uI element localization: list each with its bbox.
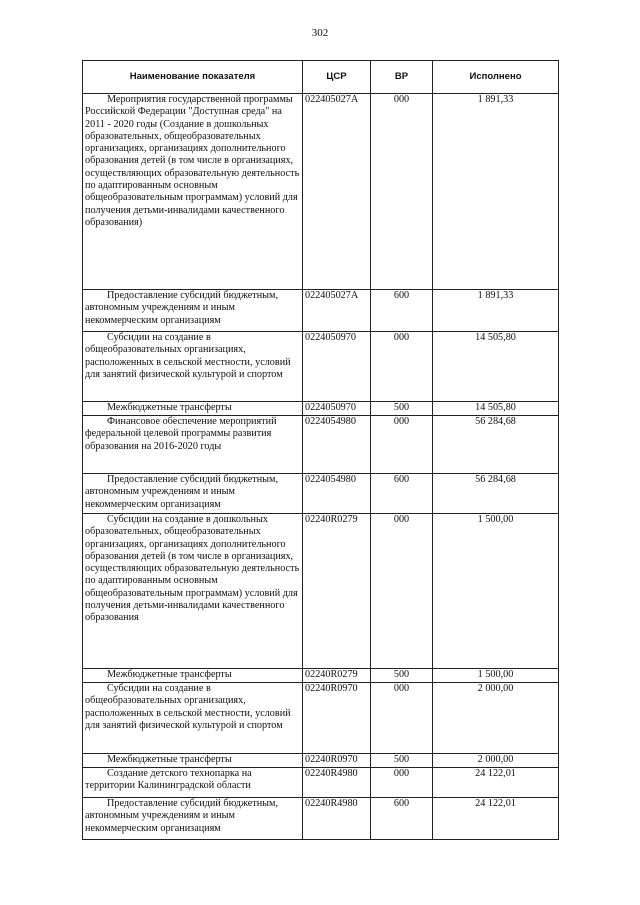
row-name: Предоставление субсидий бюджетным, автономным учреждениям и иным некоммерческим организациям xyxy=(83,290,303,332)
table-row xyxy=(83,754,559,768)
row-vr: 500 xyxy=(371,754,433,768)
table-row xyxy=(83,768,559,798)
row-name: Создание детского технопарка на территории Калининградской области xyxy=(83,768,303,798)
row-csr: 0224050970 xyxy=(303,332,371,402)
row-executed: 24 122,01 xyxy=(433,798,559,840)
header-csr: ЦСР xyxy=(303,61,371,94)
table-row xyxy=(83,683,559,754)
row-executed: 2 000,00 xyxy=(433,754,559,768)
table-row xyxy=(83,332,559,402)
table-row xyxy=(83,798,559,840)
row-vr: 000 xyxy=(371,514,433,669)
header-name: Наименование показателя xyxy=(83,61,303,94)
row-csr: 0224054980 xyxy=(303,416,371,474)
row-csr: 022405027А xyxy=(303,290,371,332)
row-csr: 0224050970 xyxy=(303,402,371,416)
row-csr: 02240R4980 xyxy=(303,768,371,798)
row-executed: 2 000,00 xyxy=(433,683,559,754)
row-name: Предоставление субсидий бюджетным, автономным учреждениям и иным некоммерческим организациям xyxy=(83,474,303,514)
row-name: Финансовое обеспечение мероприятий федеральной целевой программы развития образования на 2016-2020 годы xyxy=(83,416,303,474)
row-csr: 0224054980 xyxy=(303,474,371,514)
row-vr: 600 xyxy=(371,474,433,514)
row-vr: 000 xyxy=(371,332,433,402)
row-executed: 56 284,68 xyxy=(433,474,559,514)
row-name: Межбюджетные трансферты xyxy=(83,669,303,683)
table-row xyxy=(83,514,559,669)
row-csr: 02240R0279 xyxy=(303,514,371,669)
row-name: Межбюджетные трансферты xyxy=(83,402,303,416)
row-csr: 02240R4980 xyxy=(303,798,371,840)
row-name: Мероприятия государственной программы Российской Федерации "Доступная среда" на 2011 - 2020 годы (Создание в дошкольных образовательных, общеобразовательных организациях, организациях дополнительного образования детей (в том числе в организациях, осуществляющих образовательную деятельность по адаптированным основным общеобразовательным программам) условий для получения детьми-инвалидами качественного образования) xyxy=(83,94,303,290)
row-vr: 000 xyxy=(371,416,433,474)
row-executed: 56 284,68 xyxy=(433,416,559,474)
row-vr: 000 xyxy=(371,94,433,290)
row-name: Субсидии на создание в общеобразовательных организациях, расположенных в сельской местности, условий для занятий физической культурой и спортом xyxy=(83,683,303,754)
row-name: Предоставление субсидий бюджетным, автономным учреждениям и иным некоммерческим организациям xyxy=(83,798,303,840)
table-row xyxy=(83,474,559,514)
row-executed: 14 505,80 xyxy=(433,332,559,402)
row-executed: 1 500,00 xyxy=(433,669,559,683)
row-vr: 600 xyxy=(371,290,433,332)
budget-table xyxy=(82,60,559,840)
row-executed: 1 500,00 xyxy=(433,514,559,669)
row-name: Межбюджетные трансферты xyxy=(83,754,303,768)
row-name: Субсидии на создание в дошкольных образовательных, общеобразовательных организациях, организациях дополнительного образования детей (в том числе в организациях, осуществляющих образовательную деятельность по адаптированным основным общеобразовательным программам) условий для получения детьми-инвалидами качественного образования xyxy=(83,514,303,669)
table-row xyxy=(83,94,559,290)
row-csr: 02240R0970 xyxy=(303,754,371,768)
row-executed: 1 891,33 xyxy=(433,290,559,332)
row-executed: 14 505,80 xyxy=(433,402,559,416)
row-vr: 500 xyxy=(371,402,433,416)
table-row xyxy=(83,416,559,474)
row-csr: 02240R0279 xyxy=(303,669,371,683)
row-vr: 500 xyxy=(371,669,433,683)
row-executed: 24 122,01 xyxy=(433,768,559,798)
row-vr: 000 xyxy=(371,768,433,798)
header-vr: ВР xyxy=(371,61,433,94)
row-name: Субсидии на создание в общеобразовательных организациях, расположенных в сельской местности, условий для занятий физической культурой и спортом xyxy=(83,332,303,402)
page-number: 302 xyxy=(311,27,329,39)
row-vr: 000 xyxy=(371,683,433,754)
table-row xyxy=(83,402,559,416)
row-vr: 600 xyxy=(371,798,433,840)
row-csr: 02240R0970 xyxy=(303,683,371,754)
table-row xyxy=(83,290,559,332)
table-header xyxy=(83,61,559,94)
table-row xyxy=(83,669,559,683)
row-executed: 1 891,33 xyxy=(433,94,559,290)
row-csr: 022405027А xyxy=(303,94,371,290)
header-executed: Исполнено xyxy=(433,61,559,94)
